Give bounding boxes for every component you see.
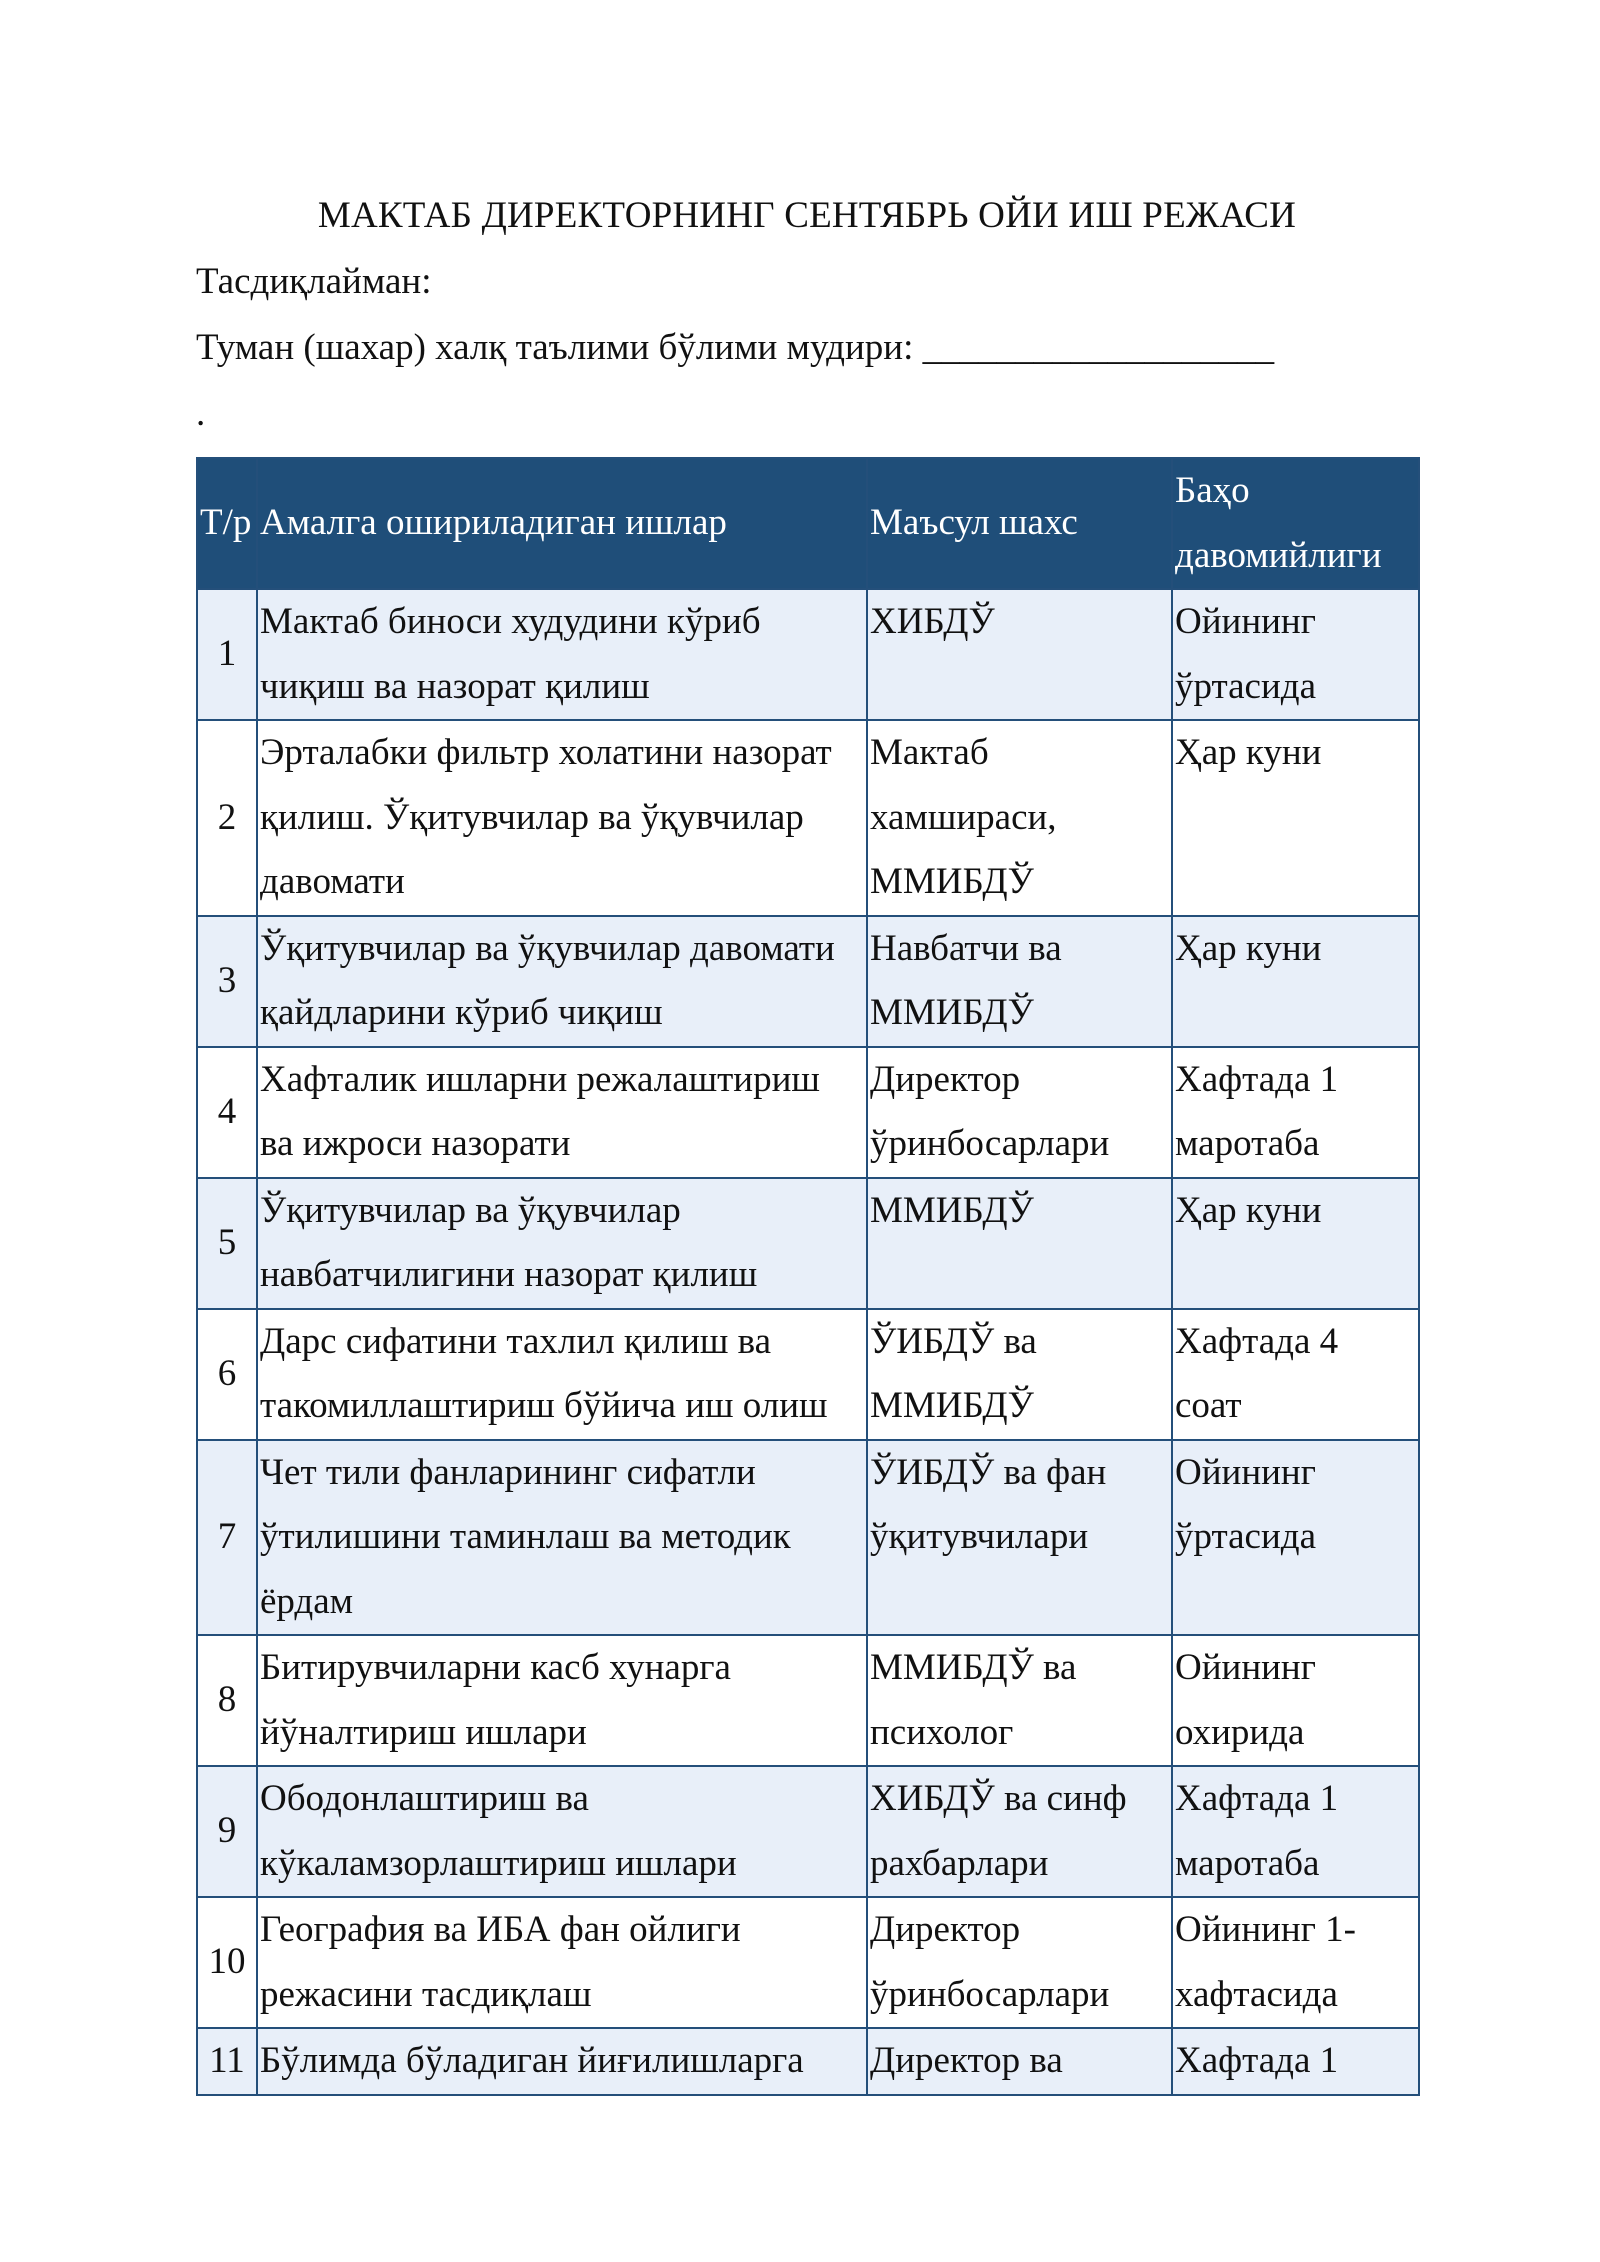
table-row — [197, 720, 1419, 916]
duration-cell-line: Ҳар куни — [1175, 927, 1322, 969]
work-cell-line: давомати — [260, 861, 405, 902]
table-row — [197, 1047, 1419, 1178]
work-cell-line: Дарс сифатини тахлил қилиш ва — [260, 1320, 772, 1362]
work-cell-line: Ўқитувчилар ва ўқувчилар — [260, 1189, 681, 1231]
duration-cell — [1172, 1635, 1419, 1766]
work-cell-line: навбатчилигини назорат қилиш — [260, 1254, 758, 1295]
row-number: 2 — [197, 720, 257, 916]
row-number: 6 — [197, 1309, 257, 1440]
duration-cell-line: охирида — [1175, 1711, 1305, 1753]
table-body — [197, 589, 1419, 2095]
responsible-cell-line: Навбатчи ва — [870, 927, 1062, 969]
work-cell-line: кўкаламзорлаштириш ишлари — [260, 1842, 737, 1884]
header-work: Амалга ошириладиган ишлар — [257, 458, 867, 589]
responsible-cell-line: ММИБДЎ — [870, 1189, 1034, 1231]
responsible-cell-line: Мактаб — [870, 732, 989, 773]
responsible-cell-line: хамшираси, — [870, 796, 1057, 838]
header-duration-line: давомийлиги — [1175, 534, 1382, 576]
table-row — [197, 1309, 1419, 1440]
responsible-cell — [867, 1635, 1172, 1766]
responsible-cell-line: Директор — [870, 1058, 1021, 1100]
row-number: 3 — [197, 916, 257, 1047]
table-row — [197, 1897, 1419, 2028]
duration-cell — [1172, 1178, 1419, 1309]
work-cell-line: такомиллаштириш бўйича иш олиш — [260, 1385, 828, 1426]
row-number: 10 — [197, 1897, 257, 2028]
table-header-row — [197, 458, 1419, 589]
responsible-cell-line: ММИБДЎ ва — [870, 1647, 1077, 1688]
work-cell-line: Мактаб биноси худудини кўриб — [260, 601, 761, 642]
duration-cell-line: ўртасида — [1175, 1516, 1317, 1557]
work-cell — [257, 2028, 867, 2095]
duration-cell-line: Ҳар куни — [1175, 732, 1322, 773]
duration-cell-line: маротаба — [1175, 1123, 1320, 1164]
responsible-cell — [867, 1766, 1172, 1897]
duration-cell-line: Хафтада 1 — [1175, 1778, 1339, 1819]
duration-cell-line: хафтасида — [1175, 1973, 1338, 2015]
responsible-cell — [867, 720, 1172, 916]
responsible-cell-line: ЎИБДЎ ва — [870, 1320, 1037, 1362]
approval-label: Тасдиқлайман: — [196, 261, 432, 302]
responsible-cell — [867, 589, 1172, 720]
duration-cell-line: Хафтада 4 — [1175, 1320, 1339, 1362]
work-cell-line: Чет тили фанларининг сифатли — [260, 1451, 756, 1493]
responsible-cell-line: рахбарлари — [870, 1842, 1049, 1884]
work-cell — [257, 1635, 867, 1766]
duration-cell-line: Ойининг — [1175, 1451, 1316, 1493]
table-row — [197, 1440, 1419, 1636]
responsible-cell-line: ХИБДЎ — [870, 601, 995, 642]
header-number: Т/р — [197, 458, 257, 589]
document-title: МАКТАБ ДИРЕКТОРНИНГ СЕНТЯБРЬ ОЙИ ИШ РЕЖАСИ — [317, 195, 1297, 236]
duration-cell-line: ўртасида — [1175, 665, 1317, 707]
work-cell-line: Битирувчиларни касб хунарга — [260, 1647, 731, 1688]
work-cell-line: қайдларини кўриб чиқиш — [260, 992, 663, 1033]
header-duration-line: Баҳо — [1175, 470, 1250, 511]
responsible-cell-line: ўринбосарлари — [870, 1973, 1110, 2015]
work-cell-line: География ва ИБА фан ойлиги — [260, 1909, 741, 1950]
work-cell-line: ўтилишини таминлаш ва методик — [260, 1516, 791, 1557]
separator-dot: . — [196, 393, 206, 434]
duration-cell — [1172, 589, 1419, 720]
work-cell — [257, 589, 867, 720]
work-cell-line: Бўлимда бўладиган йиғилишларга — [260, 2040, 804, 2081]
duration-cell — [1172, 2028, 1419, 2095]
row-number: 9 — [197, 1766, 257, 1897]
duration-cell — [1172, 1897, 1419, 2028]
duration-cell — [1172, 1440, 1419, 1636]
header-responsible: Маъсул шахс — [867, 458, 1172, 589]
work-cell-line: ва ижроси назорати — [260, 1123, 571, 1164]
row-number: 7 — [197, 1440, 257, 1636]
work-cell-line: йўналтириш ишлари — [260, 1711, 587, 1753]
row-number: 1 — [197, 589, 257, 720]
responsible-cell-line: ЎИБДЎ ва фан — [870, 1451, 1107, 1493]
work-cell-line: Эрталабки фильтр холатини назорат — [260, 732, 832, 773]
work-cell-line: Ободонлаштириш ва — [260, 1778, 589, 1819]
responsible-cell-line: ўринбосарлари — [870, 1123, 1110, 1164]
responsible-cell — [867, 2028, 1172, 2095]
responsible-cell — [867, 1897, 1172, 2028]
work-cell — [257, 1897, 867, 2028]
table-row — [197, 2028, 1419, 2095]
duration-cell-line: соат — [1175, 1385, 1242, 1426]
work-plan-table — [196, 457, 1420, 2096]
row-number: 5 — [197, 1178, 257, 1309]
duration-cell-line: Ойининг — [1175, 1647, 1316, 1688]
duration-cell-line: Хафтада 1 — [1175, 1058, 1339, 1100]
responsible-cell-line: ММИБДЎ — [870, 1385, 1034, 1426]
work-cell-line: ёрдам — [260, 1580, 354, 1622]
work-cell — [257, 1309, 867, 1440]
responsible-cell — [867, 1047, 1172, 1178]
duration-cell — [1172, 1766, 1419, 1897]
work-cell — [257, 1047, 867, 1178]
responsible-cell — [867, 1309, 1172, 1440]
duration-cell-line: Ҳар куни — [1175, 1189, 1322, 1231]
responsible-cell-line: ММИБДЎ — [870, 992, 1034, 1033]
row-number: 8 — [197, 1635, 257, 1766]
responsible-cell-line: ўқитувчилари — [870, 1516, 1089, 1557]
work-cell — [257, 916, 867, 1047]
work-cell — [257, 720, 867, 916]
responsible-cell-line: ММИБДЎ — [870, 861, 1034, 902]
work-cell-line: Хафталик ишларни режалаштириш — [260, 1058, 820, 1100]
duration-cell-line: Хафтада 1 — [1175, 2040, 1339, 2081]
responsible-cell-line: ХИБДЎ ва синф — [870, 1778, 1127, 1819]
duration-cell-line: Ойининг 1- — [1175, 1909, 1356, 1950]
duration-cell — [1172, 720, 1419, 916]
table-row — [197, 1178, 1419, 1309]
duration-cell — [1172, 1047, 1419, 1178]
responsible-cell-line: Директор — [870, 1909, 1021, 1950]
work-cell-line: чиқиш ва назорат қилиш — [260, 665, 650, 707]
row-number: 11 — [197, 2028, 257, 2095]
work-cell-line: қилиш. Ўқитувчилар ва ўқувчилар — [260, 796, 804, 838]
responsible-cell — [867, 1440, 1172, 1636]
responsible-cell — [867, 1178, 1172, 1309]
work-cell-line: Ўқитувчилар ва ўқувчилар давомати — [260, 927, 835, 969]
department-head-signature-line: Туман (шахар) халқ таълими бўлими мудири: ___________________ — [196, 327, 1275, 368]
responsible-cell-line: психолог — [870, 1711, 1014, 1753]
table-row — [197, 1635, 1419, 1766]
row-number: 4 — [197, 1047, 257, 1178]
responsible-cell-line: Директор ва — [870, 2040, 1063, 2081]
work-cell — [257, 1440, 867, 1636]
work-cell — [257, 1766, 867, 1897]
duration-cell — [1172, 1309, 1419, 1440]
table-row — [197, 1766, 1419, 1897]
table-row — [197, 589, 1419, 720]
duration-cell-line: Ойининг — [1175, 601, 1316, 642]
responsible-cell — [867, 916, 1172, 1047]
duration-cell — [1172, 916, 1419, 1047]
work-cell-line: режасини тасдиқлаш — [260, 1973, 592, 2015]
duration-cell-line: маротаба — [1175, 1842, 1320, 1884]
table-row — [197, 916, 1419, 1047]
work-cell — [257, 1178, 867, 1309]
header-duration — [1172, 458, 1419, 589]
